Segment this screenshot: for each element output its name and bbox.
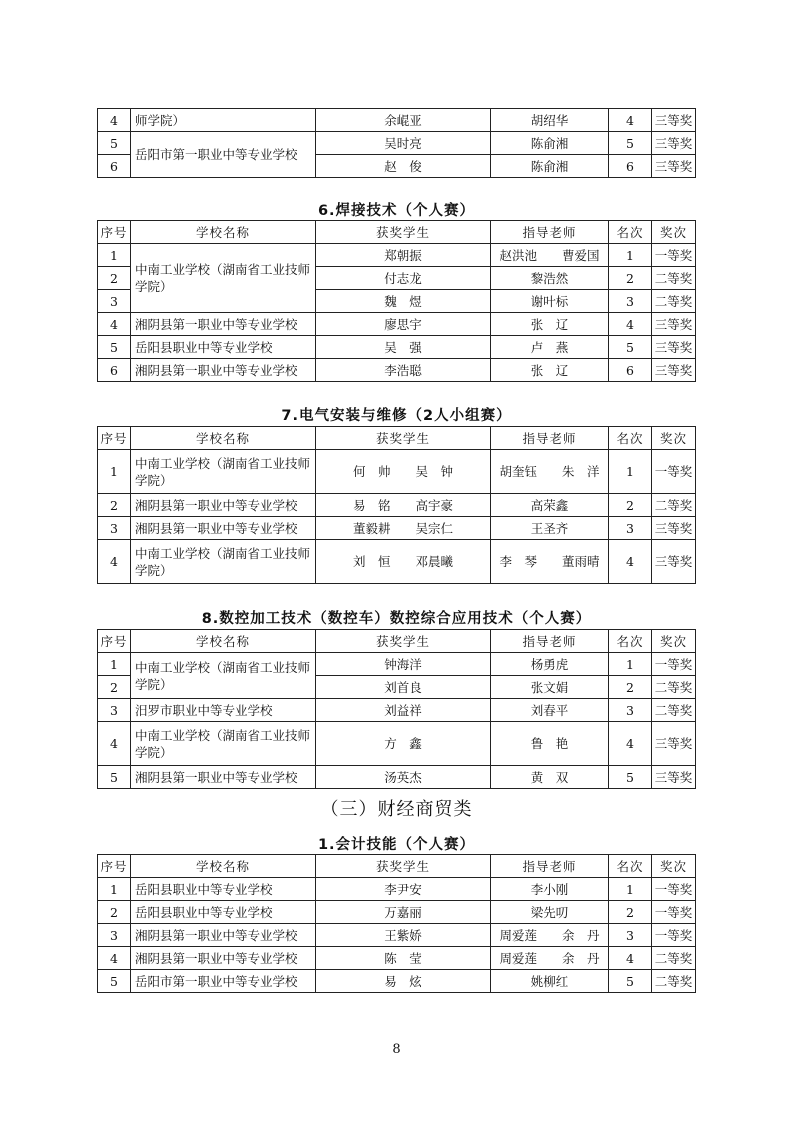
header-rank: 名次 — [609, 427, 652, 450]
header-student: 获奖学生 — [316, 630, 491, 653]
seq-cell: 2 — [98, 267, 131, 290]
table-row — [98, 132, 696, 155]
table-row — [98, 699, 696, 722]
teacher-cell: 周爱莲 余 丹 — [491, 924, 609, 947]
teacher-cell: 陈俞湘 — [491, 155, 609, 178]
page-number: 8 — [392, 1042, 401, 1057]
rank-cell: 2 — [609, 267, 652, 290]
student-cell: 钟海洋 — [316, 653, 491, 676]
header-award: 奖次 — [652, 630, 696, 653]
award-cell: 二等奖 — [652, 290, 696, 313]
student-cell: 万嘉丽 — [316, 901, 491, 924]
seq-cell: 4 — [98, 722, 131, 766]
seq-cell: 2 — [98, 901, 131, 924]
student-cell: 刘首良 — [316, 676, 491, 699]
student-cell: 吴 强 — [316, 336, 491, 359]
seq-cell: 3 — [98, 699, 131, 722]
header-seq: 序号 — [98, 855, 131, 878]
school-cell: 湘阴县第一职业中等专业学校 — [131, 766, 316, 789]
award-cell: 三等奖 — [652, 109, 696, 132]
table-row — [98, 901, 696, 924]
seq-cell: 1 — [98, 878, 131, 901]
header-school: 学校名称 — [131, 630, 316, 653]
cnc-title: 8.数控加工技术（数控车）数控综合应用技术（个人赛） — [201, 611, 592, 627]
header-award: 奖次 — [652, 427, 696, 450]
student-cell: 余崐亚 — [316, 109, 491, 132]
student-cell: 廖思宇 — [316, 313, 491, 336]
teacher-cell: 卢 燕 — [491, 336, 609, 359]
header-seq: 序号 — [98, 427, 131, 450]
school-cell: 中南工业学校（湖南省工业技师学院） — [131, 450, 316, 494]
table-row — [98, 494, 696, 517]
student-cell: 方 鑫 — [316, 722, 491, 766]
rank-cell: 4 — [609, 947, 652, 970]
header-student: 获奖学生 — [316, 221, 491, 244]
header-seq: 序号 — [98, 630, 131, 653]
seq-cell: 6 — [98, 155, 131, 178]
header-award: 奖次 — [652, 855, 696, 878]
school-cell: 岳阳市第一职业中等专业学校 — [131, 132, 316, 178]
teacher-cell: 黄 双 — [491, 766, 609, 789]
header-student: 获奖学生 — [316, 427, 491, 450]
header-rank: 名次 — [609, 221, 652, 244]
school-cell: 中南工业学校（湖南省工业技师学院） — [131, 540, 316, 584]
award-cell: 二等奖 — [652, 947, 696, 970]
student-cell: 何 帅 吴 钟 — [316, 450, 491, 494]
rank-cell: 5 — [609, 132, 652, 155]
rank-cell: 5 — [609, 766, 652, 789]
electrical-title: 7.电气安装与维修（2人小组赛） — [281, 408, 512, 424]
student-cell: 赵 俊 — [316, 155, 491, 178]
table-row — [98, 336, 696, 359]
school-cell: 湘阴县第一职业中等专业学校 — [131, 924, 316, 947]
teacher-cell: 张 辽 — [491, 313, 609, 336]
table-row — [98, 653, 696, 676]
seq-cell: 4 — [98, 313, 131, 336]
student-cell: 郑朝振 — [316, 244, 491, 267]
seq-cell: 3 — [98, 517, 131, 540]
teacher-cell: 鲁 艳 — [491, 722, 609, 766]
table-row — [98, 517, 696, 540]
award-cell: 一等奖 — [652, 878, 696, 901]
seq-cell: 5 — [98, 766, 131, 789]
rank-cell: 3 — [609, 699, 652, 722]
award-cell: 三等奖 — [652, 766, 696, 789]
rank-cell: 5 — [609, 336, 652, 359]
rank-cell: 5 — [609, 970, 652, 993]
school-cell: 师学院） — [131, 109, 316, 132]
award-cell: 二等奖 — [652, 494, 696, 517]
table-accounting — [97, 854, 696, 993]
header-teacher: 指导老师 — [491, 427, 609, 450]
header-teacher: 指导老师 — [491, 221, 609, 244]
student-cell: 李浩聪 — [316, 359, 491, 382]
seq-cell: 2 — [98, 676, 131, 699]
award-cell: 一等奖 — [652, 450, 696, 494]
award-cell: 三等奖 — [652, 517, 696, 540]
school-cell: 湘阴县第一职业中等专业学校 — [131, 517, 316, 540]
table-header-row — [98, 427, 696, 450]
accounting-title: 1.会计技能（个人赛） — [317, 837, 476, 853]
rank-cell: 4 — [609, 109, 652, 132]
school-cell: 湘阴县第一职业中等专业学校 — [131, 494, 316, 517]
header-award: 奖次 — [652, 221, 696, 244]
header-school: 学校名称 — [131, 855, 316, 878]
award-cell: 二等奖 — [652, 676, 696, 699]
seq-cell: 5 — [98, 336, 131, 359]
seq-cell: 1 — [98, 653, 131, 676]
header-seq: 序号 — [98, 221, 131, 244]
student-cell: 魏 煜 — [316, 290, 491, 313]
header-school: 学校名称 — [131, 221, 316, 244]
table-header-row — [98, 630, 696, 653]
student-cell: 付志龙 — [316, 267, 491, 290]
student-cell: 易 铭 高宇豪 — [316, 494, 491, 517]
teacher-cell: 赵洪池 曹爱国 — [491, 244, 609, 267]
teacher-cell: 李小刚 — [491, 878, 609, 901]
school-cell: 岳阳县职业中等专业学校 — [131, 878, 316, 901]
teacher-cell: 姚柳红 — [491, 970, 609, 993]
student-cell: 刘益祥 — [316, 699, 491, 722]
student-cell: 李尹安 — [316, 878, 491, 901]
seq-cell: 5 — [98, 970, 131, 993]
header-school: 学校名称 — [131, 427, 316, 450]
seq-cell: 1 — [98, 244, 131, 267]
student-cell: 刘 恒 邓晨曦 — [316, 540, 491, 584]
student-cell: 王紫娇 — [316, 924, 491, 947]
student-cell: 陈 莹 — [316, 947, 491, 970]
teacher-cell: 梁先叨 — [491, 901, 609, 924]
rank-cell: 1 — [609, 244, 652, 267]
school-cell: 中南工业学校（湖南省工业技师学院） — [131, 244, 316, 313]
rank-cell: 2 — [609, 494, 652, 517]
section-heading: （三）财经商贸类 — [320, 799, 473, 820]
award-cell: 一等奖 — [652, 244, 696, 267]
table-row — [98, 970, 696, 993]
rank-cell: 3 — [609, 924, 652, 947]
table-row — [98, 359, 696, 382]
award-cell: 三等奖 — [652, 540, 696, 584]
rank-cell: 1 — [609, 450, 652, 494]
award-cell: 二等奖 — [652, 970, 696, 993]
table-prev-continued — [97, 108, 696, 178]
seq-cell: 4 — [98, 109, 131, 132]
rank-cell: 6 — [609, 155, 652, 178]
rank-cell: 2 — [609, 901, 652, 924]
school-cell: 湘阴县第一职业中等专业学校 — [131, 313, 316, 336]
teacher-cell: 李 琴 董雨晴 — [491, 540, 609, 584]
table-row — [98, 244, 696, 267]
table-row — [98, 878, 696, 901]
student-cell: 汤英杰 — [316, 766, 491, 789]
table-welding — [97, 220, 696, 382]
seq-cell: 3 — [98, 924, 131, 947]
school-cell: 中南工业学校（湖南省工业技师学院） — [131, 722, 316, 766]
teacher-cell: 胡奎钰 朱 洋 — [491, 450, 609, 494]
header-student: 获奖学生 — [316, 855, 491, 878]
table-header-row — [98, 855, 696, 878]
award-cell: 三等奖 — [652, 132, 696, 155]
seq-cell: 3 — [98, 290, 131, 313]
award-cell: 二等奖 — [652, 267, 696, 290]
header-rank: 名次 — [609, 630, 652, 653]
student-cell: 吴时亮 — [316, 132, 491, 155]
school-cell: 湘阴县第一职业中等专业学校 — [131, 359, 316, 382]
rank-cell: 4 — [609, 313, 652, 336]
rank-cell: 3 — [609, 517, 652, 540]
seq-cell: 6 — [98, 359, 131, 382]
seq-cell: 4 — [98, 947, 131, 970]
award-cell: 一等奖 — [652, 653, 696, 676]
header-teacher: 指导老师 — [491, 630, 609, 653]
rank-cell: 3 — [609, 290, 652, 313]
table-row — [98, 766, 696, 789]
school-cell: 湘阴县第一职业中等专业学校 — [131, 947, 316, 970]
teacher-cell: 谢叶标 — [491, 290, 609, 313]
award-cell: 三等奖 — [652, 313, 696, 336]
teacher-cell: 周爱莲 余 丹 — [491, 947, 609, 970]
award-cell: 一等奖 — [652, 901, 696, 924]
rank-cell: 2 — [609, 676, 652, 699]
table-header-row — [98, 221, 696, 244]
teacher-cell: 陈俞湘 — [491, 132, 609, 155]
award-cell: 三等奖 — [652, 359, 696, 382]
table-row — [98, 109, 696, 132]
table-row — [98, 540, 696, 584]
school-cell: 中南工业学校（湖南省工业技师学院） — [131, 653, 316, 699]
teacher-cell: 黎浩然 — [491, 267, 609, 290]
rank-cell: 6 — [609, 359, 652, 382]
teacher-cell: 张文娟 — [491, 676, 609, 699]
award-cell: 一等奖 — [652, 924, 696, 947]
seq-cell: 2 — [98, 494, 131, 517]
header-rank: 名次 — [609, 855, 652, 878]
seq-cell: 5 — [98, 132, 131, 155]
award-cell: 三等奖 — [652, 722, 696, 766]
table-row — [98, 450, 696, 494]
table-cnc — [97, 629, 696, 789]
student-cell: 董毅耕 吴宗仁 — [316, 517, 491, 540]
table-row — [98, 947, 696, 970]
school-cell: 汨罗市职业中等专业学校 — [131, 699, 316, 722]
school-cell: 岳阳县职业中等专业学校 — [131, 336, 316, 359]
teacher-cell: 王圣齐 — [491, 517, 609, 540]
school-cell: 岳阳市第一职业中等专业学校 — [131, 970, 316, 993]
table-electrical — [97, 426, 696, 584]
header-teacher: 指导老师 — [491, 855, 609, 878]
seq-cell: 1 — [98, 450, 131, 494]
table-row — [98, 722, 696, 766]
teacher-cell: 胡绍华 — [491, 109, 609, 132]
seq-cell: 4 — [98, 540, 131, 584]
teacher-cell: 高荣鑫 — [491, 494, 609, 517]
award-cell: 三等奖 — [652, 336, 696, 359]
teacher-cell: 张 辽 — [491, 359, 609, 382]
rank-cell: 4 — [609, 722, 652, 766]
award-cell: 三等奖 — [652, 155, 696, 178]
school-cell: 岳阳县职业中等专业学校 — [131, 901, 316, 924]
table-row — [98, 924, 696, 947]
welding-title: 6.焊接技术（个人赛） — [317, 203, 476, 219]
award-cell: 二等奖 — [652, 699, 696, 722]
table-row — [98, 313, 696, 336]
teacher-cell: 刘春平 — [491, 699, 609, 722]
rank-cell: 1 — [609, 878, 652, 901]
teacher-cell: 杨勇虎 — [491, 653, 609, 676]
student-cell: 易 炫 — [316, 970, 491, 993]
rank-cell: 4 — [609, 540, 652, 584]
rank-cell: 1 — [609, 653, 652, 676]
